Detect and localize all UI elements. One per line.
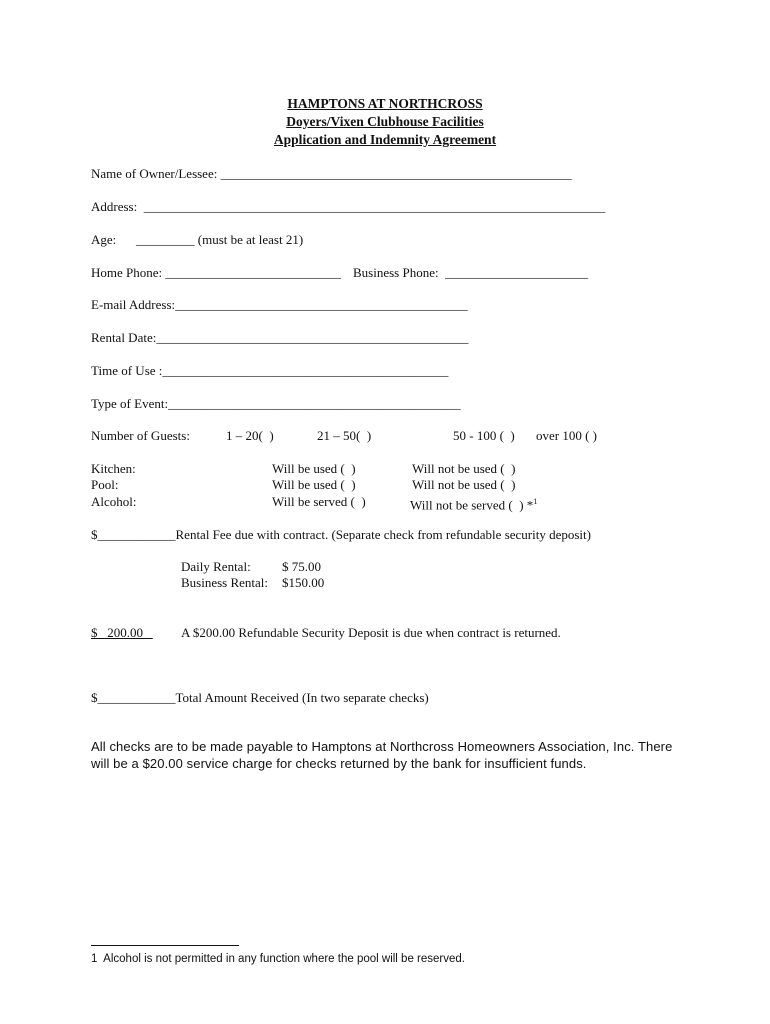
email-field[interactable]: E-mail Address:_____________________________________________ bbox=[91, 297, 468, 312]
business-rental-label: Business Rental: bbox=[181, 575, 269, 590]
guests-option-50-100[interactable]: 50 - 100 ( ) bbox=[453, 428, 515, 443]
pool-will-be-used[interactable]: Will be used ( ) bbox=[272, 477, 356, 492]
business-phone-field[interactable]: Business Phone: ______________________ bbox=[353, 265, 589, 280]
pool-will-not-be-used[interactable]: Will not be used ( ) bbox=[412, 477, 516, 492]
owner-field[interactable]: Name of Owner/Lessee: ______________________________________________________ bbox=[91, 166, 572, 181]
rental-date-field[interactable]: Rental Date:________________________________________________ bbox=[91, 330, 469, 345]
daily-rental-label: Daily Rental: bbox=[181, 559, 251, 574]
age-field[interactable]: _________ (must be at least 21) bbox=[136, 232, 304, 247]
guests-option-over-100[interactable]: over 100 ( ) bbox=[536, 428, 598, 443]
alcohol-will-be-served[interactable]: Will be served ( ) bbox=[272, 494, 366, 509]
business-rental-value: $150.00 bbox=[282, 575, 325, 590]
total-received-blank[interactable]: $____________ bbox=[91, 690, 176, 705]
deposit-amount: $ 200.00 bbox=[91, 625, 153, 640]
guests-label: Number of Guests: bbox=[91, 428, 190, 443]
form-title-line2: Doyers/Vixen Clubhouse Facilities bbox=[286, 114, 484, 129]
address-field[interactable]: Address: _______________________________________________________________________ bbox=[91, 199, 606, 214]
alcohol-will-not-be-served[interactable]: Will not be served ( ) * bbox=[410, 497, 534, 513]
alcohol-label: Alcohol: bbox=[91, 494, 137, 509]
form-title-line1: HAMPTONS AT NORTHCROSS bbox=[287, 96, 483, 111]
footnote-divider bbox=[91, 945, 239, 946]
alcohol-will-not-be-served-row[interactable] bbox=[410, 494, 537, 513]
time-of-use-field[interactable]: Time of Use :____________________________________________ bbox=[91, 363, 449, 378]
kitchen-will-be-used[interactable]: Will be used ( ) bbox=[272, 461, 356, 476]
total-received-row bbox=[91, 690, 429, 706]
daily-rental-value: $ 75.00 bbox=[282, 559, 321, 574]
pool-label: Pool: bbox=[91, 477, 119, 492]
guests-option-21-50[interactable]: 21 – 50( ) bbox=[317, 428, 372, 443]
rental-fee-text: Rental Fee due with contract. (Separate check from refundable security deposit) bbox=[175, 527, 591, 542]
type-of-event-field[interactable]: Type of Event:_____________________________________________ bbox=[91, 396, 461, 411]
deposit-text: A $200.00 Refundable Security Deposit is due when contract is returned. bbox=[181, 625, 561, 640]
kitchen-label: Kitchen: bbox=[91, 461, 136, 476]
footnote-number: 1 bbox=[91, 953, 98, 965]
rental-fee-blank[interactable]: $____________ bbox=[91, 527, 176, 542]
kitchen-will-not-be-used[interactable]: Will not be used ( ) bbox=[412, 461, 516, 476]
total-received-text: Total Amount Received (In two separate checks) bbox=[175, 690, 429, 705]
home-phone-field[interactable]: Home Phone: ___________________________ bbox=[91, 265, 341, 280]
age-label: Age: bbox=[91, 232, 117, 247]
guests-option-1-20[interactable]: 1 – 20( ) bbox=[226, 428, 274, 443]
footnote-reference: 1 bbox=[533, 497, 538, 506]
payment-notice: All checks are to be made payable to Hamptons at Northcross Homeowners Association, Inc. There will be a $20.00 service charge for checks returned by the bank for insufficient funds. bbox=[91, 739, 673, 771]
footnote-text: Alcohol is not permitted in any function where the pool will be reserved. bbox=[103, 953, 465, 965]
form-title-line3: Application and Indemnity Agreement bbox=[273, 132, 497, 147]
rental-fee-row bbox=[91, 527, 591, 543]
footnote bbox=[91, 952, 465, 966]
